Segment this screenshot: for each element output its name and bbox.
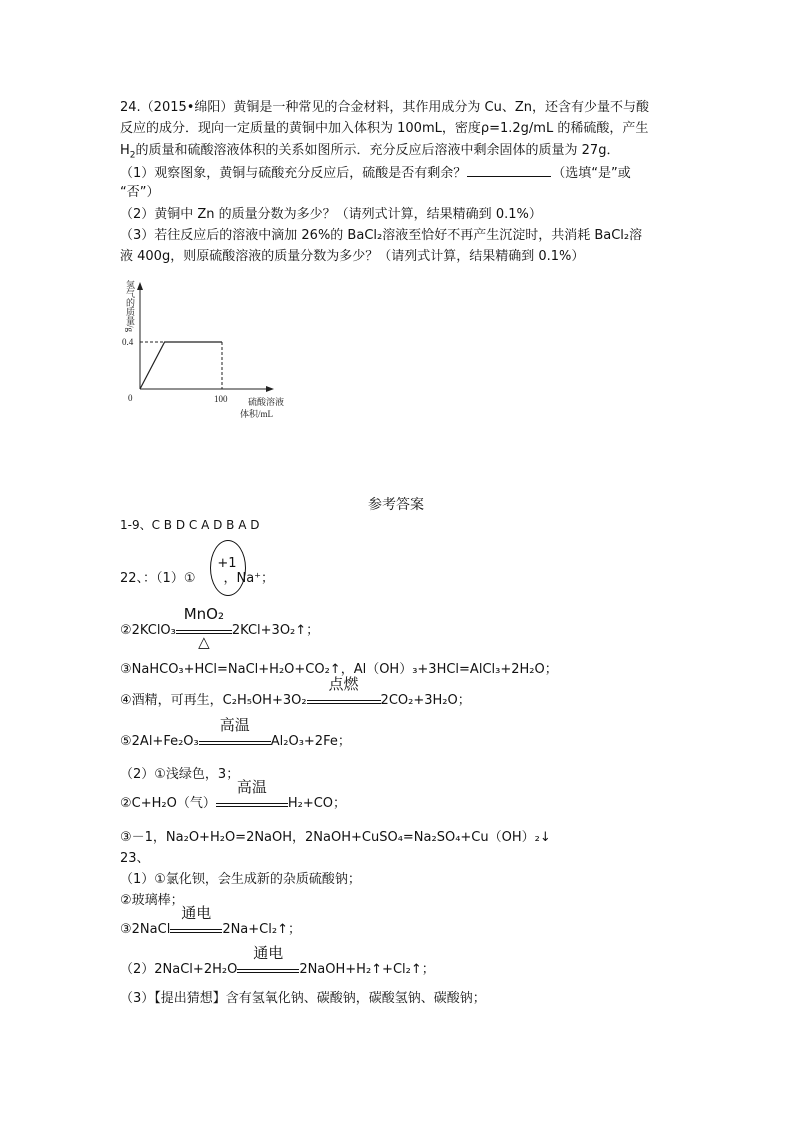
answer-23: 23、	[120, 851, 150, 866]
chart-xlabel-1: 硫酸溶液	[248, 397, 285, 407]
answer-22-4	[120, 675, 471, 709]
eq2-under: △	[198, 633, 210, 651]
q24-part1-text: （1）观察图象，黄铜与硫酸充分反应后，硫酸是否有剩余？	[120, 166, 467, 181]
answer-22-prefix: 22、：（1）①	[120, 571, 196, 586]
answer-23-4	[120, 944, 435, 978]
x-axis-arrow	[266, 386, 274, 392]
q24-part2: （2）黄铜中 Zn 的质量分数为多少？（请列式计算，结果精确到 0.1%）	[120, 207, 542, 222]
answers-title: 参考答案	[368, 497, 424, 513]
data-line	[140, 342, 222, 389]
eq4-condition	[307, 675, 381, 704]
eq4-over: 点燃	[328, 675, 359, 693]
q24-part1c: “否”）	[120, 185, 160, 200]
answer-22-7	[120, 778, 347, 812]
answer-23-1: （1）①氯化钡，会生成新的杂质硫酸钠；	[120, 872, 361, 887]
eq5-condition	[199, 716, 271, 745]
eq23-3-over: 通电	[181, 904, 212, 922]
answer-23-5: （3）【提出猜想】含有氢氧化钠、碳酸钠，碳酸氢钠、碳酸钠；	[120, 991, 486, 1006]
q24-part1	[120, 164, 631, 182]
eq4-right: 2CO₂+3H₂O；	[380, 693, 471, 708]
hydrogen-chart	[110, 268, 300, 428]
eq23-4-left: （2）2NaCl+2H₂O	[120, 962, 238, 977]
answer-22-1	[120, 571, 274, 587]
answer-blank[interactable]	[467, 164, 551, 177]
answer-22-8: ③－1，Na₂O+H₂O=2NaOH，2NaOH+CuSO₄=Na₂SO₄+Cu（OH）₂↓	[120, 830, 551, 845]
eq7-left: ②C+H₂O（气）	[120, 796, 216, 811]
eq23-4-condition	[237, 944, 299, 973]
chart-ylabel: 氢气的质量/g	[125, 280, 135, 333]
eq2-condition	[176, 605, 232, 651]
answer-22-5	[120, 716, 351, 750]
q24-line1: 24.（2015•绵阳）黄铜是一种常见的合金材料，其作用成分为 Cu、Zn，还含有少量不与酸	[120, 100, 650, 115]
origin-label: 0	[128, 393, 133, 403]
eq23-4-right: 2NaOH+H₂↑+Cl₂↑；	[299, 962, 435, 977]
eq7-over: 高温	[236, 778, 267, 796]
answer-22-na: ，Na⁺；	[223, 571, 275, 586]
q24-part3a: （3）若往反应后的溶液中滴加 26%的 BaCl₂溶液至恰好不再产生沉淀时，共消耗 BaCl₂溶	[120, 228, 643, 243]
eq23-3-condition	[170, 904, 222, 933]
answer-23-2: ②玻璃棒；	[120, 893, 184, 908]
q24-part1-choice: （选填“是”或	[552, 166, 631, 181]
eq23-3-right: 2Na+Cl₂↑；	[222, 922, 301, 937]
q24-line3-text: 的质量和硫酸溶液体积的关系如图所示．充分反应后溶液中剩余固体的质量为 27g．	[135, 143, 620, 158]
eq23-4-over: 通电	[253, 944, 284, 962]
eq4-left: ④酒精，可再生，C₂H₅OH+3O₂	[120, 693, 307, 708]
answer-23-3	[120, 904, 301, 938]
eq2-right: 2KCl+3O₂↑；	[231, 623, 320, 638]
y-axis-arrow	[137, 282, 143, 290]
answer-22-6: （2）①浅绿色，3；	[120, 767, 240, 782]
answer-22-2	[120, 605, 320, 651]
eq5-right: Al₂O₃+2Fe；	[270, 734, 351, 749]
xtick-label: 100	[214, 394, 228, 404]
valence-label: +1	[217, 556, 237, 571]
eq2-left: ②2KClO₃	[120, 623, 176, 638]
eq5-left: ⑤2Al+Fe₂O₃	[120, 734, 199, 749]
chart-xlabel-2: 体积/mL	[240, 409, 273, 419]
q24-line3: $H_2$的质量和硫酸溶液体积的关系如图所示．充分反应后溶液中剩余固体的质量为 27g．	[120, 143, 620, 161]
ytick-label: 0.4	[122, 337, 134, 347]
answer-1-9: 1-9、C B D C A D B A D	[120, 518, 260, 532]
eq2-over: MnO₂	[183, 605, 225, 623]
q24-part3b: 液 400g，则原硫酸溶液的质量分数为多少？（请列式计算，结果精确到 0.1%）	[120, 249, 585, 264]
q24-line2: 反应的成分．现向一定质量的黄铜中加入体积为 100mL，密度ρ=1.2g/mL 的稀硫酸，产生	[120, 121, 649, 136]
eq7-condition	[216, 778, 288, 807]
answer-22-3: ③NaHCO₃+HCl=NaCl+H₂O+CO₂↑，Al（OH）₃+3HCl=AlCl₃+2H₂O；	[120, 662, 558, 677]
eq5-over: 高温	[219, 716, 250, 734]
eq7-right: H₂+CO；	[287, 796, 347, 811]
eq23-3-left: ③2NaCl	[120, 922, 171, 937]
